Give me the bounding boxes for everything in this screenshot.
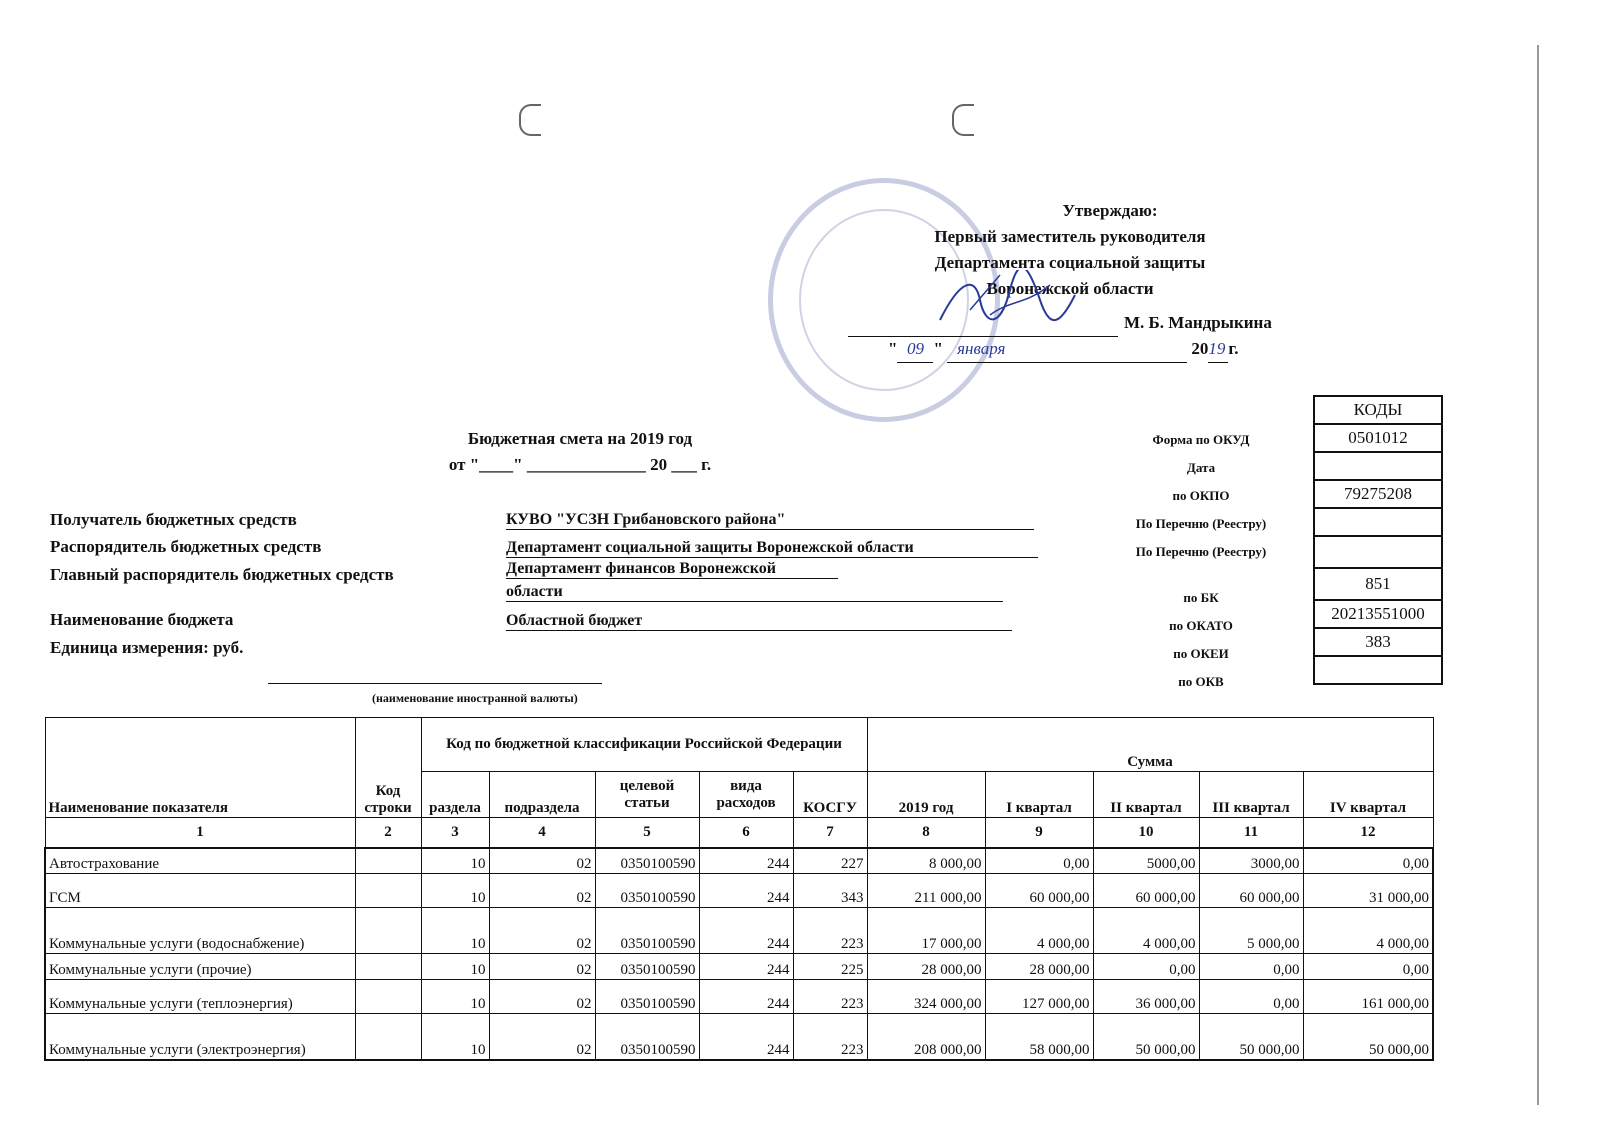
cell-q1: 58 000,00 <box>985 1014 1093 1060</box>
recipient-value: КУВО "УСЗН Грибановского района" <box>506 511 1034 530</box>
cell-name: ГСМ <box>45 874 355 908</box>
cell-q2: 50 000,00 <box>1093 1014 1199 1060</box>
cell-code <box>355 1014 421 1060</box>
cell-kosgu: 223 <box>793 1014 867 1060</box>
manager-label: Распорядитель бюджетных средств <box>50 537 322 556</box>
cell-year: 8 000,00 <box>867 848 985 874</box>
codes-value: 20213551000 <box>1314 600 1442 628</box>
codes-label: По Перечню (Реестру) <box>1135 544 1267 559</box>
cell-q3: 5 000,00 <box>1199 908 1303 954</box>
col-number: 8 <box>867 818 985 848</box>
cell-q1: 28 000,00 <box>985 954 1093 980</box>
budget-table <box>44 717 1434 1061</box>
codes-value: 851 <box>1314 568 1442 600</box>
currency-caption: (наименование иностранной валюты) <box>372 691 578 705</box>
approval-date <box>888 336 1238 363</box>
table-row <box>45 980 1433 1014</box>
cell-kosgu: 223 <box>793 980 867 1014</box>
cell-exptype: 244 <box>699 848 793 874</box>
header-exptype: вида расходов <box>699 772 793 818</box>
header-kosgu: КОСГУ <box>793 772 867 818</box>
header-q3: III квартал <box>1199 772 1303 818</box>
cell-section: 10 <box>421 874 489 908</box>
codes-value <box>1314 452 1442 480</box>
cell-q1: 0,00 <box>985 848 1093 874</box>
currency-line <box>268 683 602 684</box>
col-number: 5 <box>595 818 699 848</box>
cell-kosgu: 223 <box>793 908 867 954</box>
cell-target: 0350100590 <box>595 908 699 954</box>
col-number: 6 <box>699 818 793 848</box>
cell-exptype: 244 <box>699 954 793 980</box>
date-year-prefix: 20 <box>1191 339 1209 358</box>
cell-q4: 4 000,00 <box>1303 908 1433 954</box>
date-month: января <box>947 336 1187 363</box>
cell-q1: 127 000,00 <box>985 980 1093 1014</box>
cell-section: 10 <box>421 848 489 874</box>
cell-code <box>355 848 421 874</box>
header-q2: II квартал <box>1093 772 1199 818</box>
cell-target: 0350100590 <box>595 874 699 908</box>
header-subsection: подраздела <box>489 772 595 818</box>
cell-q1: 60 000,00 <box>985 874 1093 908</box>
col-number: 2 <box>355 818 421 848</box>
codes-table <box>1313 395 1443 685</box>
codes-value: 0501012 <box>1314 424 1442 452</box>
date-day: 09 <box>897 336 933 363</box>
approval-line4: Воронежской области <box>986 279 1154 298</box>
cell-year: 211 000,00 <box>867 874 985 908</box>
cell-name: Коммунальные услуги (теплоэнергия) <box>45 980 355 1014</box>
title-line2: от "____" ______________ 20 ___ г. <box>448 455 712 474</box>
cell-q4: 0,00 <box>1303 954 1433 980</box>
page-edge <box>1537 45 1539 1105</box>
table-row <box>45 1014 1433 1060</box>
cell-q2: 4 000,00 <box>1093 908 1199 954</box>
cell-code <box>355 954 421 980</box>
cell-subsection: 02 <box>489 874 595 908</box>
col-number: 3 <box>421 818 489 848</box>
cell-q4: 31 000,00 <box>1303 874 1433 908</box>
chief-value-line2: области <box>506 583 1003 602</box>
cell-exptype: 244 <box>699 1014 793 1060</box>
cell-code <box>355 874 421 908</box>
document-title <box>380 426 780 478</box>
cell-q3: 3000,00 <box>1199 848 1303 874</box>
budget-value: Областной бюджет <box>506 612 1012 631</box>
codes-value <box>1314 508 1442 536</box>
cell-exptype: 244 <box>699 908 793 954</box>
col-number: 10 <box>1093 818 1199 848</box>
punch-hole-right <box>952 104 974 136</box>
cell-subsection: 02 <box>489 954 595 980</box>
codes-label: по ОКЕИ <box>1173 646 1229 661</box>
table-row <box>45 908 1433 954</box>
table-row <box>45 848 1433 874</box>
cell-q2: 0,00 <box>1093 954 1199 980</box>
cell-section: 10 <box>421 954 489 980</box>
header-q1: I квартал <box>985 772 1093 818</box>
codes-value: 79275208 <box>1314 480 1442 508</box>
cell-q2: 5000,00 <box>1093 848 1199 874</box>
header-sum: Сумма <box>867 718 1433 772</box>
cell-year: 28 000,00 <box>867 954 985 980</box>
col-number: 7 <box>793 818 867 848</box>
cell-q4: 161 000,00 <box>1303 980 1433 1014</box>
date-year: 19 <box>1208 336 1228 363</box>
approval-line3: Департамента социальной защиты <box>934 253 1206 272</box>
col-number: 11 <box>1199 818 1303 848</box>
codes-label: Форма по ОКУД <box>1152 432 1250 447</box>
cell-section: 10 <box>421 1014 489 1060</box>
cell-q3: 50 000,00 <box>1199 1014 1303 1060</box>
header-q4: IV квартал <box>1303 772 1433 818</box>
title-line1: Бюджетная смета на 2019 год <box>467 429 693 448</box>
cell-target: 0350100590 <box>595 954 699 980</box>
date-quote-open: " <box>888 339 898 358</box>
cell-name: Коммунальные услуги (электроэнергия) <box>45 1014 355 1060</box>
cell-target: 0350100590 <box>595 848 699 874</box>
cell-kosgu: 227 <box>793 848 867 874</box>
cell-exptype: 244 <box>699 874 793 908</box>
cell-q2: 60 000,00 <box>1093 874 1199 908</box>
cell-kosgu: 225 <box>793 954 867 980</box>
cell-q4: 0,00 <box>1303 848 1433 874</box>
handwritten-signature <box>930 270 1080 330</box>
cell-year: 17 000,00 <box>867 908 985 954</box>
cell-q4: 50 000,00 <box>1303 1014 1433 1060</box>
signatory-name: М. Б. Мандрыкина <box>1124 313 1272 332</box>
manager-value: Департамент социальной защиты Воронежской области <box>506 539 1038 558</box>
header-code: Код строки <box>355 718 421 818</box>
cell-name: Коммунальные услуги (водоснабжение) <box>45 908 355 954</box>
date-suffix: г. <box>1228 339 1239 358</box>
cell-q1: 4 000,00 <box>985 908 1093 954</box>
cell-code <box>355 908 421 954</box>
codes-value <box>1314 656 1442 684</box>
codes-label: по ОКВ <box>1178 674 1224 689</box>
col-number: 4 <box>489 818 595 848</box>
cell-name: Автострахование <box>45 848 355 874</box>
chief-label: Главный распорядитель бюджетных средств <box>50 565 394 584</box>
cell-kosgu: 343 <box>793 874 867 908</box>
cell-q3: 0,00 <box>1199 954 1303 980</box>
cell-year: 208 000,00 <box>867 1014 985 1060</box>
unit-label: Единица измерения: руб. <box>50 638 244 657</box>
col-number: 9 <box>985 818 1093 848</box>
cell-q3: 0,00 <box>1199 980 1303 1014</box>
header-target: целевой статьи <box>595 772 699 818</box>
cell-target: 0350100590 <box>595 980 699 1014</box>
recipient-label: Получатель бюджетных средств <box>50 510 297 529</box>
codes-label: по БК <box>1183 590 1219 605</box>
codes-label: по ОКАТО <box>1169 618 1233 633</box>
cell-name: Коммунальные услуги (прочие) <box>45 954 355 980</box>
table-row <box>45 954 1433 980</box>
chief-value-line1: Департамент финансов Воронежской <box>506 560 838 579</box>
cell-subsection: 02 <box>489 908 595 954</box>
col-number: 1 <box>45 818 355 848</box>
codes-value <box>1314 536 1442 568</box>
cell-year: 324 000,00 <box>867 980 985 1014</box>
header-name: Наименование показателя <box>45 718 355 818</box>
cell-section: 10 <box>421 980 489 1014</box>
approval-line1: Утверждаю: <box>1062 201 1158 220</box>
table-row <box>45 874 1433 908</box>
cell-q2: 36 000,00 <box>1093 980 1199 1014</box>
header-year: 2019 год <box>867 772 985 818</box>
codes-label: по ОКПО <box>1172 488 1230 503</box>
header-section: раздела <box>421 772 489 818</box>
cell-exptype: 244 <box>699 980 793 1014</box>
cell-section: 10 <box>421 908 489 954</box>
cell-subsection: 02 <box>489 848 595 874</box>
cell-q3: 60 000,00 <box>1199 874 1303 908</box>
budget-label: Наименование бюджета <box>50 610 234 629</box>
codes-header: КОДЫ <box>1314 396 1442 424</box>
cell-code <box>355 980 421 1014</box>
cell-subsection: 02 <box>489 980 595 1014</box>
punch-hole-left <box>519 104 541 136</box>
col-number: 12 <box>1303 818 1433 848</box>
cell-target: 0350100590 <box>595 1014 699 1060</box>
date-quote-close: " <box>933 339 943 358</box>
approval-line2: Первый заместитель руководителя <box>934 227 1206 246</box>
cell-subsection: 02 <box>489 1014 595 1060</box>
codes-value: 383 <box>1314 628 1442 656</box>
codes-label: Дата <box>1186 460 1216 475</box>
codes-label: По Перечню (Реестру) <box>1135 516 1267 531</box>
header-bk: Код по бюджетной классификации Российской Федерации <box>421 718 867 772</box>
